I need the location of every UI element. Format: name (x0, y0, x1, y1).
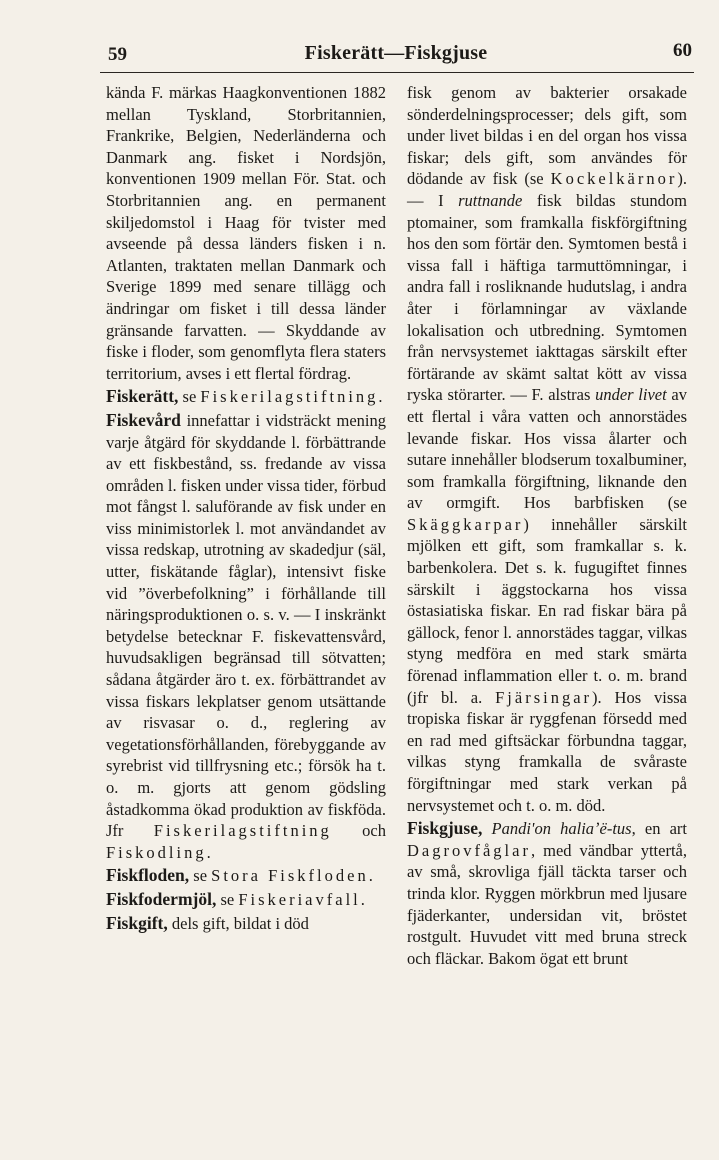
body-text: se (216, 889, 239, 909)
body-text: , med vändbar yttertå, av små, skrovliga fjäll täckta tarser och trinda klor. Ryggen mörkbrun med ljusare fjäderkanter, undersidan vit, bröstet rostgult. Huvudet vitt med bruna streck och fläckar. Bakom ögat ett brunt (407, 840, 687, 968)
body-text: se (178, 387, 201, 407)
left-column (106, 82, 386, 934)
cross-reference: Fiskodling (106, 842, 207, 862)
cross-reference: Fiskeriavfall (238, 889, 361, 909)
body-text: ). Hos vissa tropiska fiskar är ryggfenan försedd med en rad med giftsäckar förbundna taggar, vilkas styng framkalla de svåraste förgiftningar med stark verkan på nervsystemet och t. o. m. död. (407, 687, 687, 815)
body-text: se (189, 866, 212, 886)
body-text: och (331, 821, 386, 841)
cross-reference: Skäggkarpar (407, 514, 524, 534)
entry-paragraph (106, 386, 386, 408)
italic-term: Pandi'on haliaʼë-tus (491, 819, 632, 839)
cross-reference: Fjärsingar (495, 687, 593, 707)
cross-reference: Fiskerilagstiftning (153, 821, 332, 841)
entry-headword: Fiskevård (106, 409, 181, 430)
entry-paragraph (106, 889, 386, 911)
running-head-title: Fiskerätt—Fiskgjuse (304, 42, 488, 64)
body-text: dels gift, bildat i död (167, 913, 309, 933)
entry-headword: Fiskgift, (106, 912, 168, 933)
body-text: , en art (631, 819, 687, 839)
body-text: kända F. märkas Haagkonventionen 1882 mellan Tyskland, Storbritannien, Frankrike, Belgien, Nederländerna och Danmark ang. fisket i Nordsjön, konventionen 1909 mellan För. Stat. och Storbritannien ang. en permanent skiljedomstol i Haag för tvister med avseende på dessa länders fisken i n. Atlanten, traktaten mellan Danmark och Sverige 1899 med senare tillägg och ändringar om fisket i till dessa länder gränsande farvatten. — Skyddande av fiske i floder, som genomflyta flera staters territorium, avses i ett flertal fördrag. (106, 83, 386, 383)
body-text: . (360, 889, 365, 909)
cross-reference: Fiskerilagstiftning (200, 387, 379, 407)
body-text: ). — I (407, 169, 687, 210)
cross-reference: Dagrovfåglar (407, 840, 531, 860)
header-rule (100, 72, 694, 73)
body-text (482, 819, 491, 838)
body-text: innefattar i vidsträckt mening varje åtgärd för skyddande l. förbättrande av ett fiskbestånd, ss. fredande av vissa områden l. fisken under vissa tider, förbud mot fångst l. saluförande av fisk under en viss minimistorlek l. mot användandet av vissa redskap, utrotning av skadedjur (säl, utter, fiskätande fåglar), intensivt fiske vid ”överbefolkning” i förhållande till näringsproduktionen o. s. v. — I inskränkt betydelse betecknar F. fiskevattensvård, huvudsakligen begränsad till sötvatten; sådana åtgärder äro t. ex. förbättrandet av vissa fiskars lekplatser genom utsättande av risvasar o. d., reglering av vegetationsförhållanden, förebyggande av syrebrist vid tillfrysning etc.; försök ha t. o. m. gjorts att genom gödsling åstadkomma ökad produktion av fiskföda. Jfr (106, 410, 386, 841)
body-text: . (206, 842, 211, 862)
entry-paragraph (106, 865, 386, 887)
right-column (407, 82, 687, 969)
body-text: fisk genom av bakterier orsakade sönderdelningsprocesser; dels gift, som under livet bildas i en del organ hos vissa fiskar; dels gift, som användes för dödande av fisk (se (407, 83, 687, 189)
italic-term: under livet (595, 385, 667, 405)
body-text: fisk bildas stundom ptomainer, som framkalla fiskförgiftning hos den som förtär den. Symtomen bestå i vissa fall i häftiga tarmuttömningar, i andra fall i rosliknande hudutslag, i andra åter i förlamningar av växlande lokalisation och utbredning. Symtomen från nervsystemet iakttagas särskilt efter förtärande av skämt saltat kött av vissa ryska störarter. — F. alstras (407, 190, 687, 405)
entry-headword: Fiskfloden, (106, 865, 190, 886)
page-header (96, 40, 696, 68)
entry-paragraph (106, 82, 386, 384)
body-text: av ett flertal i våra vatten och annorstädes levande fiskar. Hos vissa ålarter och sutare innehåller blodserum toxalbuminer, som framkalla förgiftning, liknande den av ormgift. Hos barbfisken (se (407, 385, 687, 513)
entry-headword: Fiskfodermjöl, (106, 888, 217, 909)
entry-headword: Fiskgjuse, (407, 818, 483, 839)
entry-paragraph (106, 410, 386, 863)
entry-paragraph (407, 818, 687, 969)
page-number-left: 59 (108, 44, 127, 65)
page-number-right: 60 (673, 40, 692, 61)
cross-reference: Stora Fiskfloden (211, 866, 369, 886)
italic-term: ruttnande (458, 190, 523, 210)
entry-paragraph (106, 913, 386, 935)
entry-headword: Fiskerätt, (106, 386, 179, 407)
cross-reference: Kockelkärnor (550, 169, 678, 189)
body-text: . (378, 387, 383, 407)
entry-paragraph (407, 82, 687, 816)
body-text: ) innehåller särskilt mjölken ett gift, som framkallar s. k. barbenkolera. Det s. k. fugugiftet finnes särskilt i äggstockarna hos vissa östasiatiska fiskar. En rad fiskar bära på gällock, fenor l. annorstädes taggar, vilkas styng medföra en med stark smärta förenad inflammation eller t. o. m. brand (jfr bl. a. (407, 514, 687, 707)
body-text: . (368, 866, 373, 886)
